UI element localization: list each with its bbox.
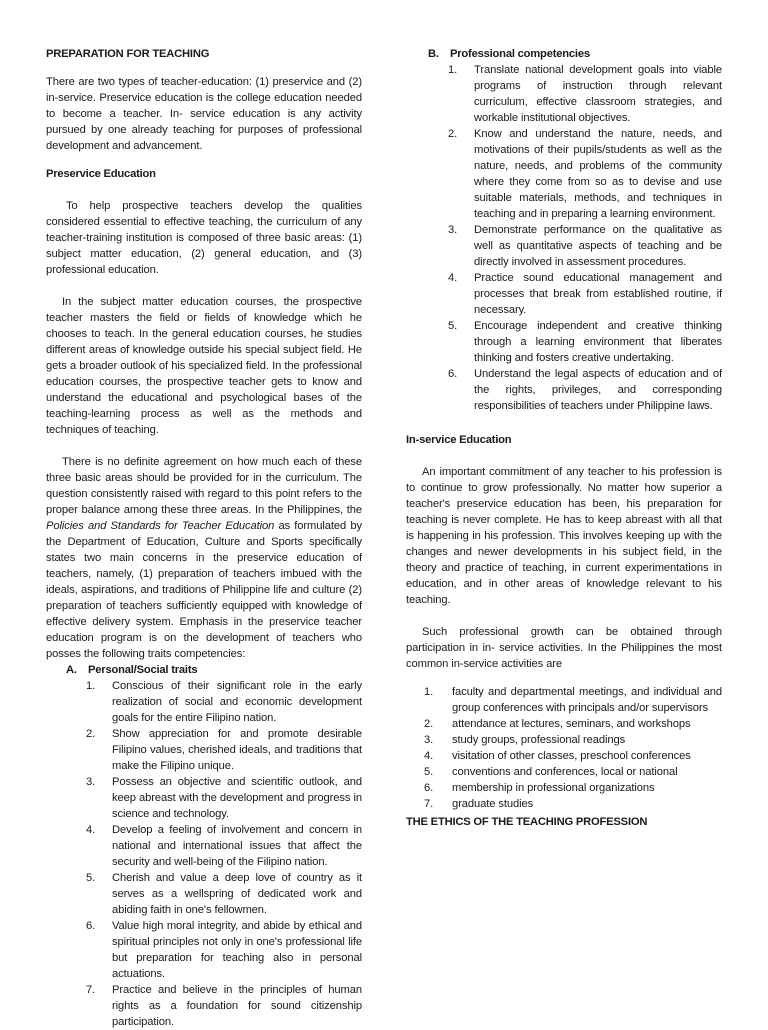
ethics-heading: THE ETHICS OF THE TEACHING PROFESSION — [406, 816, 648, 828]
list-item: 6. membership in professional organizations — [424, 782, 655, 794]
list-item: 3. Possess an objective and scientific outlook, and keep abreast with the development and progress in science and technology. — [86, 776, 362, 820]
preservice-paragraph-2: In the subject matter education courses, the prospective teacher masters the field or fields of knowledge which he chooses to teach. In the general education courses, he studies different areas of knowledge outside his special subject field. He gets a broader outlook of his specialized field. In the professional education courses, the prospective teacher gets to know and understand the educational and psychological bases of the teaching-learning process as well as the methods and techniques of teaching. — [46, 296, 362, 436]
professional-competencies-list — [448, 62, 722, 414]
paragraph-3-text-end: as formulated by the Department of Education, Culture and Sports specifically states two main concerns in the preservice education of teachers, namely, (1) preparation of teachers imbued with the ideals, aspirations, and traditions of Philippine life and culture (2) preparation of teachers sufficiently equipped with knowledge of effective delivery system. Emphasis in the preservice teacher education program is on the development of teachers who posses the following traits competencies: — [46, 520, 362, 660]
preservice-heading: Preservice Education — [46, 168, 156, 180]
list-item: 7. graduate studies — [424, 798, 534, 810]
list-item: 2. Know and understand the nature, needs, and motivations of their pupils/students as well as the nature, needs, and problems of the community where they come from so as to devise and use suitable materials, methods, and techniques in teaching and in preparing a learning environment. — [448, 128, 722, 220]
professional-competencies-title: Professional competencies — [450, 48, 590, 60]
list-item: 2. attendance at lectures, seminars, and workshops — [424, 718, 691, 730]
paragraph-3-text-start: There is no definite agreement on how much each of these three basic areas should be provided for in the curriculum. The question consistently raised with regard to this point refers to the proper balance among these three areas. In the Philippines, the — [46, 456, 362, 516]
inservice-paragraph-1: An important commitment of any teacher to his profession is to continue to grow professionally. No matter how superior a teacher's preservice education has been, his preparation for teaching is never complete. He has to keep abreast with all that is happening in his profession. This involves keeping up with the changes and newer developments in his subject field, in the theory and practice of teaching, in current experimentations in education, and in other areas of knowledge relevant to his teaching. — [406, 466, 722, 606]
list-item: 5. Encourage independent and creative thinking through a learning environment that liberates thinking and fosters creative undertaking. — [448, 320, 722, 364]
inservice-activities-list — [424, 684, 722, 812]
intro-paragraph: There are two types of teacher-education: (1) preservice and (2) in-service. Preservice education is the college education needed to become a teacher. In- service education is any activity pursued by one already teaching for purposes of professional development and advancement. — [46, 76, 362, 152]
section-letter-b: B. — [428, 48, 439, 60]
list-item: 4. Practice sound educational management and processes that break from established routine, if necessary. — [448, 272, 722, 316]
page-title: PREPARATION FOR TEACHING — [46, 48, 210, 60]
list-item: 3. study groups, professional readings — [424, 734, 626, 746]
list-item: 6. Understand the legal aspects of education and of the rights, privileges, and corresponding responsibilities of teachers under Philippine laws. — [448, 368, 722, 412]
list-item: 1. Conscious of their significant role in the early realization of social and economic development goals for the entire Filipino nation. — [86, 680, 362, 724]
professional-competencies-heading — [428, 46, 722, 62]
list-item: 3. Demonstrate performance on the qualitative as well as quantitative aspects of teaching and be directly involved in assessment procedures. — [448, 224, 722, 268]
list-item: 1. Translate national development goals into viable programs of instruction through relevant curriculum, effective classroom strategies, and workable institutional objectives. — [448, 64, 722, 124]
right-column — [406, 44, 722, 830]
inservice-paragraph-2: Such professional growth can be obtained through participation in in- service activities. In the Philippines the most common in-service activities are — [406, 626, 722, 670]
list-item: 6. Value high moral integrity, and abide by ethical and spiritual principles not only in one's professional life but preparation for teaching also in personal actuations. — [86, 920, 362, 980]
list-item: 2. Show appreciation for and promote desirable Filipino values, cherished ideals, and traditions that make the Filipino unique. — [86, 728, 362, 772]
section-letter-a: A. — [66, 664, 77, 676]
left-column — [46, 44, 362, 1030]
list-item: 4. Develop a feeling of involvement and concern in national and international issues that affect the security and well-being of the Filipino nation. — [86, 824, 362, 868]
preservice-paragraph-1: To help prospective teachers develop the qualities considered essential to effective teaching, the curriculum of any teacher-training institution is composed of three basic areas: (1) subject matter education, (2) general education, and (3) professional education. — [46, 200, 362, 276]
personal-traits-list — [86, 678, 362, 1030]
personal-traits-heading — [66, 662, 362, 678]
list-item: 1. faculty and departmental meetings, and individual and group conferences with principals and/or supervisors — [424, 686, 722, 714]
list-item: 7. Practice and believe in the principles of human rights as a foundation for sound citizenship participation. — [86, 984, 362, 1028]
inservice-heading: In-service Education — [406, 434, 512, 446]
list-item: 5. conventions and conferences, local or national — [424, 766, 678, 778]
list-item: 4. visitation of other classes, preschool conferences — [424, 750, 691, 762]
list-item: 5. Cherish and value a deep love of country as it serves as a wellspring of dedicated work and abiding faith in one's fellowmen. — [86, 872, 362, 916]
personal-traits-title: Personal/Social traits — [88, 664, 198, 676]
policies-title-italic: Policies and Standards for Teacher Education — [46, 520, 275, 532]
preservice-paragraph-3 — [46, 454, 362, 662]
